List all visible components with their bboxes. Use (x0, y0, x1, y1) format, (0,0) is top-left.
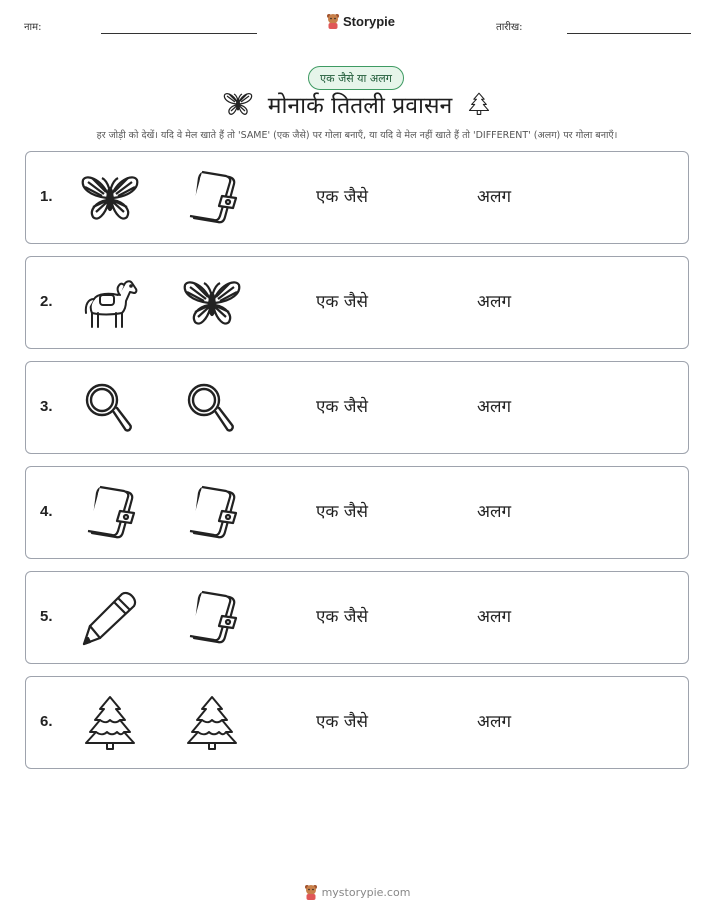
worksheet-type-badge: एक जैसे या अलग (308, 66, 404, 90)
question-number: 6. (40, 713, 53, 730)
option-different[interactable]: अलग (477, 397, 512, 417)
date-label: तारीख: (496, 22, 523, 33)
option-same[interactable]: एक जैसे (316, 397, 368, 417)
option-different[interactable]: अलग (477, 502, 512, 522)
worksheet-title: मोनार्क तितली प्रवासन (267, 93, 453, 119)
question-row-3 (25, 361, 689, 454)
magnifier-icon (80, 380, 140, 436)
wallet-icon (182, 170, 242, 226)
bear-mascot-icon (304, 884, 318, 900)
question-number: 3. (40, 398, 53, 415)
question-number: 2. (40, 293, 53, 310)
question-number: 1. (40, 188, 53, 205)
brand-name: Storypie (343, 13, 396, 29)
title-row (0, 88, 714, 120)
butterfly-icon (222, 90, 254, 118)
question-row-5 (25, 571, 689, 664)
option-different[interactable]: अलग (477, 187, 512, 207)
horse-icon (80, 275, 140, 331)
instructions: हर जोड़ी को देखें। यदि वे मेल खाते हैं तो 'SAME' (एक जैसे) पर गोला बनाएँ, या यदि वे मेल नहीं खाते हैं तो 'DIFFERENT' (अलग) पर गोला बनाएँ। (96, 130, 618, 141)
question-number: 5. (40, 608, 53, 625)
pine-tree-icon (182, 695, 242, 751)
question-row-2 (25, 256, 689, 349)
option-same[interactable]: एक जैसे (316, 502, 368, 522)
pine-tree-icon (80, 695, 140, 751)
butterfly-icon (80, 170, 140, 226)
option-same[interactable]: एक जैसे (316, 292, 368, 312)
date-line (567, 33, 691, 34)
pine-tree-icon (466, 89, 492, 119)
option-different[interactable]: अलग (477, 292, 512, 312)
option-same[interactable]: एक जैसे (316, 187, 368, 207)
footer (0, 884, 714, 900)
question-row-4 (25, 466, 689, 559)
option-different[interactable]: अलग (477, 607, 512, 627)
question-row-6 (25, 676, 689, 769)
wallet-icon (182, 485, 242, 541)
name-line (101, 33, 257, 34)
brand-logo (326, 13, 395, 29)
question-row-1 (25, 151, 689, 244)
wallet-icon (182, 590, 242, 646)
butterfly-icon (182, 275, 242, 331)
bear-mascot-icon (326, 13, 340, 29)
question-number: 4. (40, 503, 53, 520)
footer-site[interactable]: mystorypie.com (321, 885, 411, 899)
wallet-icon (80, 485, 140, 541)
magnifier-icon (182, 380, 242, 436)
option-same[interactable]: एक जैसे (316, 607, 368, 627)
option-same[interactable]: एक जैसे (316, 712, 368, 732)
pencil-icon (80, 590, 140, 646)
option-different[interactable]: अलग (477, 712, 512, 732)
name-label: नाम: (24, 22, 42, 33)
question-list (25, 151, 689, 781)
